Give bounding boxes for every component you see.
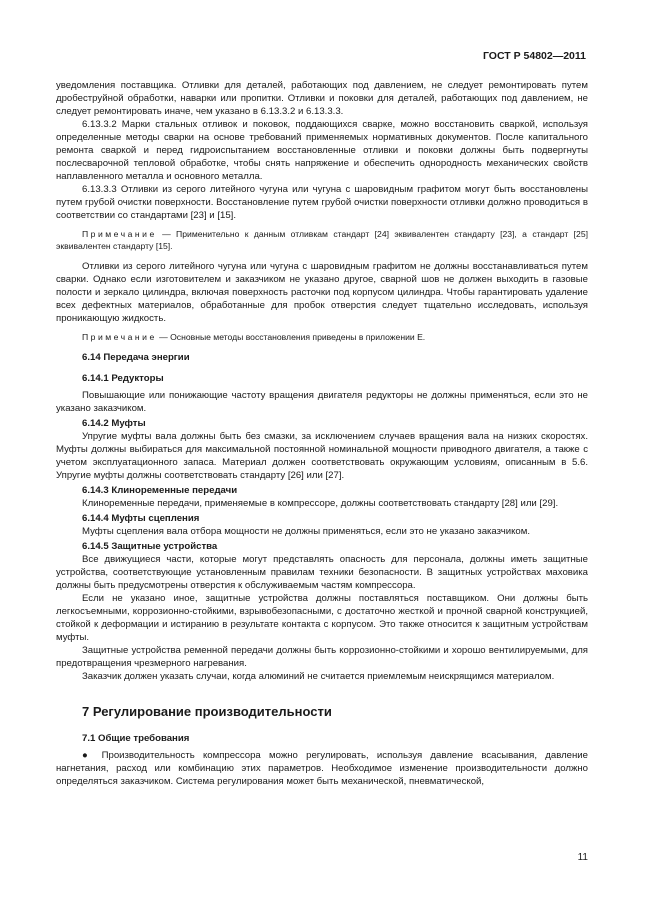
note-text: — Основные методы восстановления приведены в приложении Е. [159,332,426,342]
note-text: — Применительно к данным отливкам стандарт [24] эквивалентен стандарту [23], а стандарт [25] эквивалентен стандарту [15]. [56,229,588,251]
page-number: 11 [577,852,588,863]
paragraph-6-13-3-3: 6.13.3.3 Отливки из серого литейного чугуна или чугуна с шаровидным графитом могут быть восстановлены путем грубой очистки поверхности. Восстановление путем грубой очистки поверхности отливки должно проводиться в соответствии со стандартами [23] и [15]. [56,184,588,221]
paragraph-6-13-3-2: 6.13.3.2 Марки стальных отливок и поковок, поддающихся сварке, можно восстановить сваркой, используя определенные методы сварки на основе требований применяемых нормативных документов. После капитального ремонта сваркой и перед гидроиспытанием восстановленные отливки и поковки должны быть подвергнуты послесварочной тепловой обработке, чтобы снять напряжение и обеспечить однородность механических свойств наплавленного металла и основного металла. [56,119,588,182]
section-heading-6-14-4: 6.14.4 Муфты сцепления [82,513,200,524]
note [56,228,588,252]
paragraph: Упругие муфты вала должны быть без смазки, за исключением случаев вращения вала на низких скоростях. Муфты должны выбираться для максимальной постоянной номинальной мощности приводного двигателя, а также с учетом эксплуатационного запаса. Материал должен соответствовать окружающим условиям, описанным в 5.6. Упругие муфты должны соответствовать стандарту [26] или [27]. [56,431,588,481]
note [56,331,588,343]
note-label: Примечание [82,332,157,342]
section-heading-6-14-1: 6.14.1 Редукторы [82,373,164,384]
section-heading-6-14-5: 6.14.5 Защитные устройства [82,541,218,552]
paragraph: Отливки из серого литейного чугуна или чугуна с шаровидным графитом не должны восстанавливаться путем сварки. Однако если изготовителем и заказчиком не указано другое, сварной шов не должен выходить в газовые полости и зеркало цилиндра, включая поверхность расточки под корпусом цилиндра. Чтобы гарантировать удаление всех дефектных материалов, обработанные для пробок отверстия следует тщательно исследовать, используя проникающую жидкость. [56,261,588,324]
paragraph: ● Производительность компрессора можно регулировать, используя давление всасывания, давление нагнетания, расход или комбинацию этих параметров. Необходимое изменение производительности должно определяться заказчиком. Система регулирования может быть механической, пневматической, [56,750,588,787]
body-text [56,79,588,788]
paragraph: Все движущиеся части, которые могут представлять опасность для персонала, должны иметь защитные устройства, соответствующие установленным правилам техники безопасности. В защитных устройствах маховика должны быть предусмотрены отверстия к обслуживаемым частям компрессора. [56,554,588,591]
paragraph: Клиноременные передачи, применяемые в компрессоре, должны соответствовать стандарту [28] или [29]. [82,498,559,509]
section-heading-7: 7 Регулирование производительности [82,704,332,719]
section-heading-6-14: 6.14 Передача энергии [82,352,190,363]
paragraph: Заказчик должен указать случаи, когда алюминий не считается приемлемым неискрящимся материалом. [82,671,555,682]
section-heading-6-14-3: 6.14.3 Клиноременные передачи [82,485,238,496]
paragraph: Муфты сцепления вала отбора мощности не должны применяться, если это не указано заказчиком. [82,526,531,537]
paragraph: Защитные устройства ременной передачи должны быть коррозионно-стойкими и хорошо вентилируемыми, для предотвращения чрезмерного нагревания. [56,645,588,669]
paragraph: Повышающие или понижающие частоту вращения двигателя редукторы не должны применяться, если это не указано заказчиком. [56,390,588,414]
note-label: Примечание [82,229,157,239]
section-heading-7-1: 7.1 Общие требования [82,733,190,744]
section-heading-6-14-2: 6.14.2 Муфты [82,418,146,429]
paragraph: уведомления поставщика. Отливки для деталей, работающих под давлением, не следует ремонтировать путем дробеструйной обработки, наварки или пропитки. Отливки и поковки для деталей, работающих под давлением, не следует ремонтировать иначе, чем указано в 6.13.3.2 и 6.13.3.3. [56,80,588,117]
paragraph: Если не указано иное, защитные устройства должны поставляться поставщиком. Они должны быть легкосъемными, коррозионно-стойкими, взрывобезопасными, с достаточно жесткой и прочной сварной конструкцией, стойкой к деформации и истиранию в результате контакта с корпусом. Это также относится к защитным устройствам муфты. [56,593,588,643]
document-id-header: ГОСТ Р 54802—2011 [482,50,586,62]
